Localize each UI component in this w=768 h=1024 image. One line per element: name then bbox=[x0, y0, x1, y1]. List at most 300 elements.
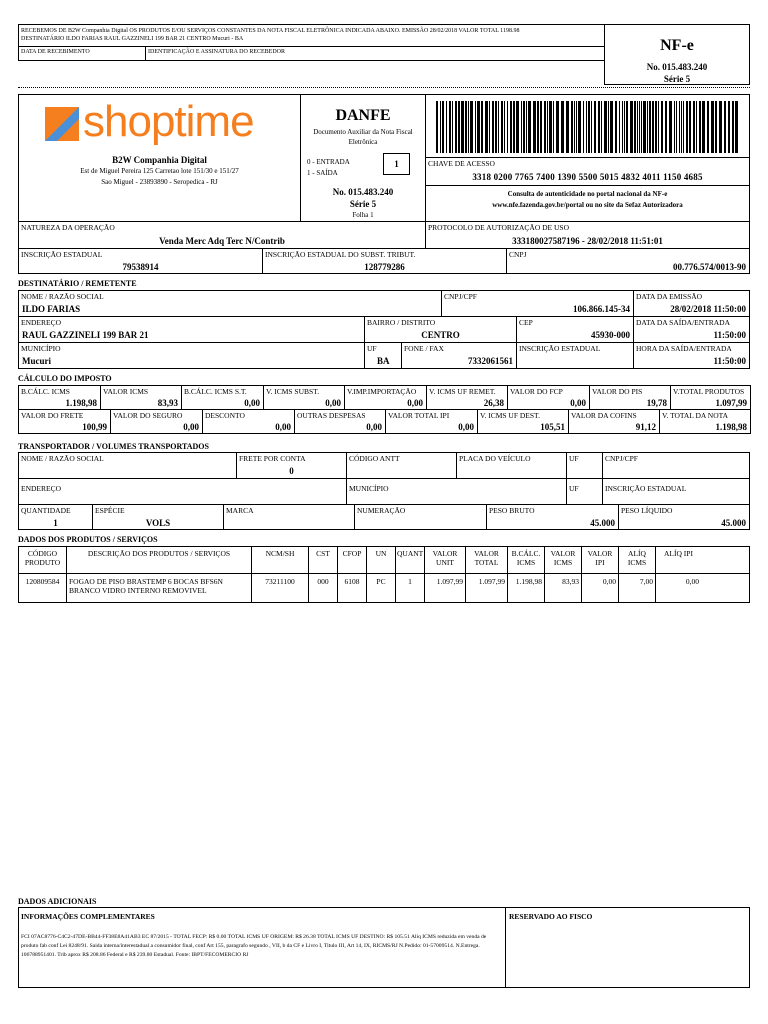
dest-nome-value: ILDO FARIAS bbox=[22, 304, 81, 314]
barcode-bar bbox=[470, 101, 473, 153]
cell-3: 000 bbox=[309, 574, 338, 602]
dest-hora-label: HORA DA SAÍDA/ENTRADA bbox=[636, 344, 732, 353]
row1-cell-1 bbox=[100, 385, 182, 410]
row2-value-3: 0,00 bbox=[366, 422, 382, 432]
transp-uf-label: UF bbox=[569, 454, 579, 463]
col-header-12: ALÍQ ICMS bbox=[619, 547, 656, 573]
transp-num-cell bbox=[354, 504, 487, 530]
chave-value: 3318 0200 7765 7400 1390 5500 5015 4832 4011 1150 4685 bbox=[472, 172, 703, 182]
barcode-box bbox=[425, 94, 750, 222]
dest-title: DESTINATÁRIO / REMETENTE bbox=[18, 279, 137, 288]
company-address1: Est de Miguel Pereira 125 Carretao lote 151/30 e 151/27 bbox=[80, 167, 239, 175]
barcode-bar bbox=[588, 101, 590, 153]
receipt-line1: RECEBEMOS DE B2W Companhia Digital OS PRODUTOS E/OU SERVIÇOS CONSTANTES DA NOTA FISCAL ELETRÔNICA INDICADA ABAIXO. EMISSÃO 28/02/2018 VALOR TOTAL 1198.98 bbox=[21, 28, 520, 34]
barcode-bar bbox=[440, 101, 441, 153]
transp-marca-cell bbox=[223, 504, 355, 530]
transp-placa-label: PLACA DO VEÍCULO bbox=[459, 454, 531, 463]
barcode-bar bbox=[468, 101, 469, 153]
row1-cell-0 bbox=[18, 385, 101, 410]
imposto-title: CÁLCULO DO IMPOSTO bbox=[18, 374, 112, 383]
row2-cell-4 bbox=[385, 409, 478, 434]
transp-esp-cell bbox=[92, 504, 224, 530]
barcode-bar bbox=[608, 101, 609, 153]
barcode-bar bbox=[732, 101, 734, 153]
barcode-bar bbox=[655, 101, 657, 153]
cell-2: 73211100 bbox=[252, 574, 309, 602]
row2-value-5: 105,51 bbox=[540, 422, 565, 432]
dest-fone-cell bbox=[401, 342, 517, 369]
barcode-bar bbox=[735, 101, 738, 153]
barcode-bar bbox=[452, 101, 453, 153]
dest-emissao-label: DATA DA EMISSÃO bbox=[636, 292, 703, 301]
barcode-bar bbox=[658, 101, 659, 153]
dest-bairro-label: BAIRRO / DISTRITO bbox=[367, 318, 436, 327]
dest-fone-label: FONE / FAX bbox=[404, 344, 444, 353]
consulta-line1: Consulta de autenticidade no portal nacional da NF-e bbox=[507, 190, 668, 198]
barcode-bar bbox=[702, 101, 705, 153]
info-complementares-box bbox=[18, 907, 506, 988]
barcode-bar bbox=[477, 101, 480, 153]
row1-label-7: VALOR DO PIS bbox=[592, 387, 643, 396]
transp-mun-cell bbox=[346, 478, 567, 505]
transp-nome-cell bbox=[18, 452, 237, 479]
barcode-bar bbox=[436, 101, 438, 153]
saida-label: 1 - SAÍDA bbox=[307, 169, 338, 177]
barcode-bar bbox=[598, 101, 600, 153]
cell-7: 1.097,99 bbox=[425, 574, 466, 602]
row2-label-0: VALOR DO FRETE bbox=[21, 411, 84, 420]
barcode-bar bbox=[693, 101, 695, 153]
row1-label-6: VALOR DO FCP bbox=[510, 387, 563, 396]
row1-cell-8 bbox=[670, 385, 751, 410]
dest-uf-label: UF bbox=[367, 344, 377, 353]
row1-label-0: B.CÁLC. ICMS bbox=[21, 387, 70, 396]
info-text: FCI 07AC8776-C4C2-47DE-BB44-FF38E8A41AB3 EC 87/2015 - TOTAL FECP: R$ 0.00 TOTAL ICMS UF ORIGEM: R$ 26.38 TOTAL ICMS UF DESTINO: R$ 105.51 Aliq ICMS reduzida em venda de produto fab conf Lei 8248/91. Saida interna/interestadual a consumidor final, conf Art 155, paragrafo segundo , VII, b da CF e Livro I, Titulo III, Art 14, IX, RICMS/RJ N.Pedido: 01-57009514. N.Entrega. 106788951401. Trib aprox R$ 208.86 Federal e R$ 239.80 Estadual. Fonte: IBPT/FECOMERCIO RJ bbox=[21, 934, 487, 958]
transp-num-label: NUMERAÇÃO bbox=[357, 506, 406, 515]
transp-pb-cell bbox=[486, 504, 619, 530]
barcode-bar bbox=[533, 101, 536, 153]
barcode-bar bbox=[711, 101, 714, 153]
barcode-bar bbox=[455, 101, 457, 153]
barcode-bar bbox=[507, 101, 508, 153]
barcode-bar bbox=[549, 101, 552, 153]
row2-cell-1 bbox=[110, 409, 203, 434]
barcode-bar bbox=[521, 101, 522, 153]
barcode-bar bbox=[661, 101, 663, 153]
barcode-bar bbox=[544, 101, 546, 153]
fisco-label: RESERVADO AO FISCO bbox=[509, 912, 593, 921]
produtos-header bbox=[18, 546, 750, 574]
col-header-10: VALOR ICMS bbox=[545, 547, 582, 573]
receipt-stub bbox=[18, 24, 605, 61]
barcode-bar bbox=[481, 101, 483, 153]
cell-8: 1.097,99 bbox=[466, 574, 508, 602]
transp-cnpj-cell bbox=[602, 452, 750, 479]
dest-ie-cell bbox=[516, 342, 634, 369]
barcode-bar bbox=[728, 101, 730, 153]
barcode-bar bbox=[501, 101, 503, 153]
iest-label: INSCRIÇÃO ESTADUAL DO SUBST. TRIBUT. bbox=[265, 250, 416, 259]
barcode-bar bbox=[652, 101, 654, 153]
barcode-bar bbox=[566, 101, 569, 153]
col-header-9: B.CÁLC. ICMS bbox=[508, 547, 545, 573]
cell-0: 120809584 bbox=[19, 574, 67, 602]
barcode-bar bbox=[689, 101, 691, 153]
cnpj-cell bbox=[506, 248, 750, 274]
barcode-bar bbox=[676, 101, 677, 153]
barcode-bar bbox=[492, 101, 494, 153]
row2-label-3: OUTRAS DESPESAS bbox=[297, 411, 366, 420]
dest-uf-cell bbox=[364, 342, 402, 369]
natureza-cell bbox=[18, 221, 426, 249]
transp-qtd-value: 1 bbox=[53, 518, 58, 528]
transp-marca-label: MARCA bbox=[226, 506, 254, 515]
barcode-bar bbox=[626, 101, 628, 153]
barcode-bar bbox=[699, 101, 701, 153]
transp-uf-cell bbox=[566, 452, 603, 479]
table-row bbox=[18, 573, 750, 603]
iest-value: 128779286 bbox=[364, 262, 405, 272]
transp-uf2-label: UF bbox=[569, 484, 579, 493]
barcode-bar bbox=[458, 101, 460, 153]
transp-frete-value: 0 bbox=[289, 466, 294, 476]
protocolo-label: PROTOCOLO DE AUTORIZAÇÃO DE USO bbox=[428, 223, 569, 232]
barcode-bar bbox=[679, 101, 680, 153]
barcode-bar bbox=[681, 101, 682, 153]
barcode bbox=[436, 101, 741, 153]
dest-hora-value: 11:50:00 bbox=[713, 356, 746, 366]
barcode-bar bbox=[707, 101, 709, 153]
company-name: B2W Companhia Digital bbox=[112, 155, 207, 165]
col-header-3: CST bbox=[309, 547, 338, 573]
col-header-5: UN bbox=[367, 547, 396, 573]
barcode-bar bbox=[615, 101, 617, 153]
barcode-bar bbox=[498, 101, 499, 153]
chave-label: CHAVE DE ACESSO bbox=[428, 159, 495, 168]
barcode-bar bbox=[624, 101, 625, 153]
barcode-bar bbox=[594, 101, 596, 153]
transp-antt-cell bbox=[346, 452, 457, 479]
signature-label: IDENTIFICAÇÃO E ASSINATURA DO RECEBEDOR bbox=[148, 49, 286, 55]
barcode-bar bbox=[528, 101, 531, 153]
transp-pb-value: 45.000 bbox=[590, 518, 615, 528]
cnpj-value: 00.776.574/0013-90 bbox=[673, 262, 746, 272]
ie-label: INSCRIÇÃO ESTADUAL bbox=[21, 250, 103, 259]
transp-esp-label: ESPÉCIE bbox=[95, 506, 125, 515]
row2-label-2: DESCONTO bbox=[205, 411, 245, 420]
nfe-title: NF-e bbox=[660, 37, 694, 54]
col-header-0: CÓDIGO PRODUTO bbox=[19, 547, 67, 573]
row2-label-4: VALOR TOTAL IPI bbox=[388, 411, 450, 420]
fisco-box bbox=[505, 907, 750, 988]
cell-5: PC bbox=[367, 574, 396, 602]
transp-pl-label: PESO LÍQUIDO bbox=[621, 506, 673, 515]
date-received-label: DATA DE RECEBIMENTO bbox=[21, 49, 90, 55]
barcode-bar bbox=[637, 101, 638, 153]
barcode-bar bbox=[449, 101, 451, 153]
col-header-11: VALOR IPI bbox=[582, 547, 619, 573]
barcode-bar bbox=[724, 101, 726, 153]
dest-uf-value: BA bbox=[377, 356, 390, 366]
row1-cell-7 bbox=[589, 385, 671, 410]
dest-cep-value: 45930-000 bbox=[591, 330, 630, 340]
barcode-bar bbox=[556, 101, 559, 153]
transp-pl-value: 45.000 bbox=[721, 518, 746, 528]
imposto-row2 bbox=[18, 409, 750, 434]
dest-bairro-value: CENTRO bbox=[421, 330, 460, 340]
dest-nome-cell bbox=[18, 290, 442, 317]
row2-cell-0 bbox=[18, 409, 111, 434]
col-header-1: DESCRIÇÃO DOS PRODUTOS / SERVIÇOS bbox=[67, 547, 252, 573]
cut-line bbox=[18, 87, 750, 88]
barcode-bar bbox=[630, 101, 633, 153]
row1-label-2: B.CÁLC. ICMS S.T. bbox=[184, 387, 247, 396]
barcode-bar bbox=[683, 101, 684, 153]
dest-mun-label: MUNICÍPIO bbox=[21, 344, 61, 353]
row1-label-5: V. ICMS UF REMET. bbox=[429, 387, 496, 396]
barcode-bar bbox=[465, 101, 467, 153]
nfe-series: Série 5 bbox=[663, 74, 691, 84]
transp-end-cell bbox=[18, 478, 347, 505]
row1-value-4: 0,00 bbox=[407, 398, 423, 408]
dest-hora-cell bbox=[633, 342, 750, 369]
row2-value-2: 0,00 bbox=[275, 422, 291, 432]
barcode-bar bbox=[643, 101, 646, 153]
barcode-bar bbox=[475, 101, 476, 153]
barcode-bar bbox=[696, 101, 697, 153]
col-header-13: ALÍQ IPI bbox=[664, 549, 693, 558]
row1-cell-2 bbox=[181, 385, 264, 410]
dest-emissao-value: 28/02/2018 11:50:00 bbox=[670, 304, 746, 314]
ie-cell bbox=[18, 248, 263, 274]
logo-mark-icon bbox=[45, 107, 79, 141]
transp-cnpj-label: CNPJ/CPF bbox=[605, 454, 638, 463]
row1-label-8: V.TOTAL PRODUTOS bbox=[673, 387, 745, 396]
barcode-bar bbox=[604, 101, 607, 153]
row2-cell-7 bbox=[659, 409, 751, 434]
row2-label-5: V. ICMS UF DEST. bbox=[480, 411, 540, 420]
barcode-bar bbox=[510, 101, 512, 153]
transp-ie-label: INSCRIÇÃO ESTADUAL bbox=[605, 484, 687, 493]
barcode-bar bbox=[601, 101, 602, 153]
receipt-line2: DESTINATÁRIO ILDO FARIAS RAUL GAZZINELI 199 BAR 21 CENTRO Mucuri - BA bbox=[21, 36, 244, 42]
barcode-bar bbox=[513, 101, 515, 153]
transp-qtd-cell bbox=[18, 504, 93, 530]
row1-value-6: 0,00 bbox=[570, 398, 586, 408]
row1-label-3: V. ICMS SUBST. bbox=[266, 387, 320, 396]
adicionais-title: DADOS ADICIONAIS bbox=[18, 897, 97, 906]
transp-uf2-cell bbox=[566, 478, 603, 505]
dest-ie-label: INSCRIÇÃO ESTADUAL bbox=[519, 344, 601, 353]
barcode-bar bbox=[622, 101, 623, 153]
transp-esp-value: VOLS bbox=[145, 518, 171, 528]
dest-cep-cell bbox=[516, 316, 634, 343]
transp-pl-cell bbox=[618, 504, 750, 530]
dest-saida-cell bbox=[633, 316, 750, 343]
company-address2: Sao Miguel - 23893890 - Seropedica - RJ bbox=[101, 178, 218, 186]
dest-bairro-cell bbox=[364, 316, 517, 343]
dest-end-cell bbox=[18, 316, 365, 343]
protocolo-cell bbox=[425, 221, 750, 249]
row1-label-4: V.IMP.IMPORTAÇÃO bbox=[347, 387, 417, 396]
dest-cnpj-value: 106.866.145-34 bbox=[573, 304, 630, 314]
dest-cep-label: CEP bbox=[519, 318, 533, 327]
row1-cell-6 bbox=[507, 385, 590, 410]
row2-value-6: 91,12 bbox=[635, 422, 656, 432]
logo-text: shoptime bbox=[83, 97, 254, 146]
transp-pb-label: PESO BRUTO bbox=[489, 506, 535, 515]
barcode-bar bbox=[489, 101, 490, 153]
iest-cell bbox=[262, 248, 507, 274]
barcode-bar bbox=[583, 101, 584, 153]
col-header-2: NCM/SH bbox=[252, 547, 309, 573]
emitter-box bbox=[18, 94, 301, 222]
imposto-row1 bbox=[18, 385, 750, 410]
nfe-number: No. 015.483.240 bbox=[646, 62, 708, 72]
row1-value-0: 1.198,98 bbox=[65, 398, 97, 408]
cell-11: 0,00 bbox=[582, 574, 619, 602]
row1-value-8: 1.097,99 bbox=[715, 398, 747, 408]
ie-value: 79538914 bbox=[122, 262, 159, 272]
danfe-series: Série 5 bbox=[349, 199, 377, 209]
barcode-bar bbox=[576, 101, 577, 153]
barcode-bar bbox=[495, 101, 497, 153]
danfe-box bbox=[300, 94, 426, 222]
barcode-bar bbox=[674, 101, 675, 153]
shoptime-logo bbox=[45, 97, 277, 146]
row1-value-3: 0,00 bbox=[325, 398, 341, 408]
info-label: INFORMAÇÕES COMPLEMENTARES bbox=[21, 912, 155, 921]
barcode-bar bbox=[649, 101, 651, 153]
barcode-bar bbox=[561, 101, 564, 153]
barcode-bar bbox=[574, 101, 575, 153]
barcode-bar bbox=[591, 101, 592, 153]
barcode-bar bbox=[719, 101, 722, 153]
cell-12: 7,00 bbox=[619, 574, 656, 602]
transp-frete-label: FRETE POR CONTA bbox=[239, 454, 306, 463]
row2-label-7: V. TOTAL DA NOTA bbox=[662, 411, 729, 420]
barcode-bar bbox=[610, 101, 613, 153]
col-header-4: CFOP bbox=[338, 547, 367, 573]
row2-value-4: 0,00 bbox=[458, 422, 474, 432]
barcode-bar bbox=[504, 101, 505, 153]
transp-qtd-label: QUANTIDADE bbox=[21, 506, 71, 515]
transp-end-label: ENDEREÇO bbox=[21, 484, 61, 493]
dest-nome-label: NOME / RAZÃO SOCIAL bbox=[21, 292, 104, 301]
barcode-bar bbox=[516, 101, 519, 153]
transp-ie-cell bbox=[602, 478, 750, 505]
barcode-bar bbox=[540, 101, 542, 153]
barcode-bar bbox=[553, 101, 554, 153]
row2-cell-5 bbox=[477, 409, 569, 434]
dest-end-value: RAUL GAZZINELI 199 BAR 21 bbox=[22, 330, 149, 340]
natureza-value: Venda Merc Adq Terc N/Contrib bbox=[159, 236, 285, 246]
transp-mun-label: MUNICÍPIO bbox=[349, 484, 389, 493]
dest-cnpj-label: CNPJ/CPF bbox=[444, 292, 477, 301]
barcode-bar bbox=[442, 101, 444, 153]
transp-nome-label: NOME / RAZÃO SOCIAL bbox=[21, 454, 104, 463]
dest-saida-label: DATA DA SAÍDA/ENTRADA bbox=[636, 318, 730, 327]
transp-placa-cell bbox=[456, 452, 567, 479]
cell-9: 1.198,98 bbox=[508, 574, 545, 602]
transp-title: TRANSPORTADOR / VOLUMES TRANSPORTADOS bbox=[18, 442, 209, 451]
dest-fone-value: 7332061561 bbox=[468, 356, 513, 366]
dest-cnpj-cell bbox=[441, 290, 634, 317]
row2-cell-3 bbox=[294, 409, 386, 434]
row1-label-1: VALOR ICMS bbox=[103, 387, 149, 396]
barcode-bar bbox=[619, 101, 620, 153]
row2-value-0: 100,99 bbox=[82, 422, 107, 432]
row2-value-1: 0,00 bbox=[183, 422, 199, 432]
barcode-bar bbox=[586, 101, 587, 153]
barcode-bar bbox=[485, 101, 488, 153]
dest-mun-value: Mucuri bbox=[22, 356, 51, 366]
barcode-bar bbox=[537, 101, 539, 153]
barcode-bar bbox=[446, 101, 447, 153]
row1-value-2: 0,00 bbox=[244, 398, 260, 408]
danfe-number: No. 015.483.240 bbox=[332, 187, 394, 197]
entrada-label: 0 - ENTRADA bbox=[307, 158, 350, 166]
col-header-6: QUANT bbox=[396, 547, 425, 573]
row2-cell-6 bbox=[568, 409, 660, 434]
barcode-bar bbox=[578, 101, 581, 153]
natureza-label: NATUREZA DA OPERAÇÃO bbox=[21, 223, 115, 232]
transp-frete-cell bbox=[236, 452, 347, 479]
barcode-bar bbox=[461, 101, 464, 153]
row1-cell-4 bbox=[344, 385, 427, 410]
row1-value-5: 26,38 bbox=[483, 398, 504, 408]
transp-antt-label: CÓDIGO ANTT bbox=[349, 454, 400, 463]
barcode-bar bbox=[547, 101, 548, 153]
consulta-line2: www.nfe.fazenda.gov.br/portal ou no site da Sefaz Autorizadora bbox=[492, 201, 683, 209]
cell-1: FOGAO DE PISO BRASTEMP 6 BOCAS BFS6N BRANCO VIDRO INTERNO REMOVIVEL bbox=[67, 574, 252, 602]
cell-6: 1 bbox=[396, 574, 425, 602]
produtos-title: DADOS DOS PRODUTOS / SERVIÇOS bbox=[18, 535, 158, 544]
dest-end-label: ENDEREÇO bbox=[21, 318, 61, 327]
row2-value-7: 1.198,98 bbox=[715, 422, 747, 432]
row1-value-1: 83,93 bbox=[157, 398, 178, 408]
protocolo-value: 333180027587196 - 28/02/2018 11:51:01 bbox=[512, 236, 663, 246]
row1-cell-3 bbox=[263, 385, 345, 410]
barcode-bar bbox=[639, 101, 640, 153]
barcode-bar bbox=[641, 101, 642, 153]
danfe-folha: Folha 1 bbox=[352, 211, 374, 219]
barcode-bar bbox=[669, 101, 672, 153]
row1-cell-5 bbox=[426, 385, 508, 410]
barcode-bar bbox=[523, 101, 525, 153]
tipo-box: 1 bbox=[383, 153, 410, 175]
row2-label-1: VALOR DO SEGURO bbox=[113, 411, 183, 420]
col-header-8: VALOR TOTAL bbox=[466, 547, 508, 573]
row2-cell-2 bbox=[202, 409, 295, 434]
danfe-subtitle: Documento Auxiliar da Nota Fiscal Eletrônica bbox=[313, 128, 413, 146]
barcode-bar bbox=[571, 101, 573, 153]
dest-mun-cell bbox=[18, 342, 365, 369]
barcode-bar bbox=[634, 101, 636, 153]
barcode-bar bbox=[647, 101, 648, 153]
row1-value-7: 19,78 bbox=[646, 398, 667, 408]
col-header-7: VALOR UNIT bbox=[425, 547, 466, 573]
barcode-bar bbox=[665, 101, 667, 153]
cell-4: 6108 bbox=[338, 574, 367, 602]
barcode-bar bbox=[686, 101, 688, 153]
cnpj-label: CNPJ bbox=[509, 250, 527, 259]
dest-saida-value: 11:50:00 bbox=[713, 330, 746, 340]
dest-emissao-cell bbox=[633, 290, 750, 317]
row2-label-6: VALOR DA COFINS bbox=[571, 411, 637, 420]
cell-13: 0,00 bbox=[685, 577, 699, 586]
danfe-title: DANFE bbox=[335, 107, 391, 124]
